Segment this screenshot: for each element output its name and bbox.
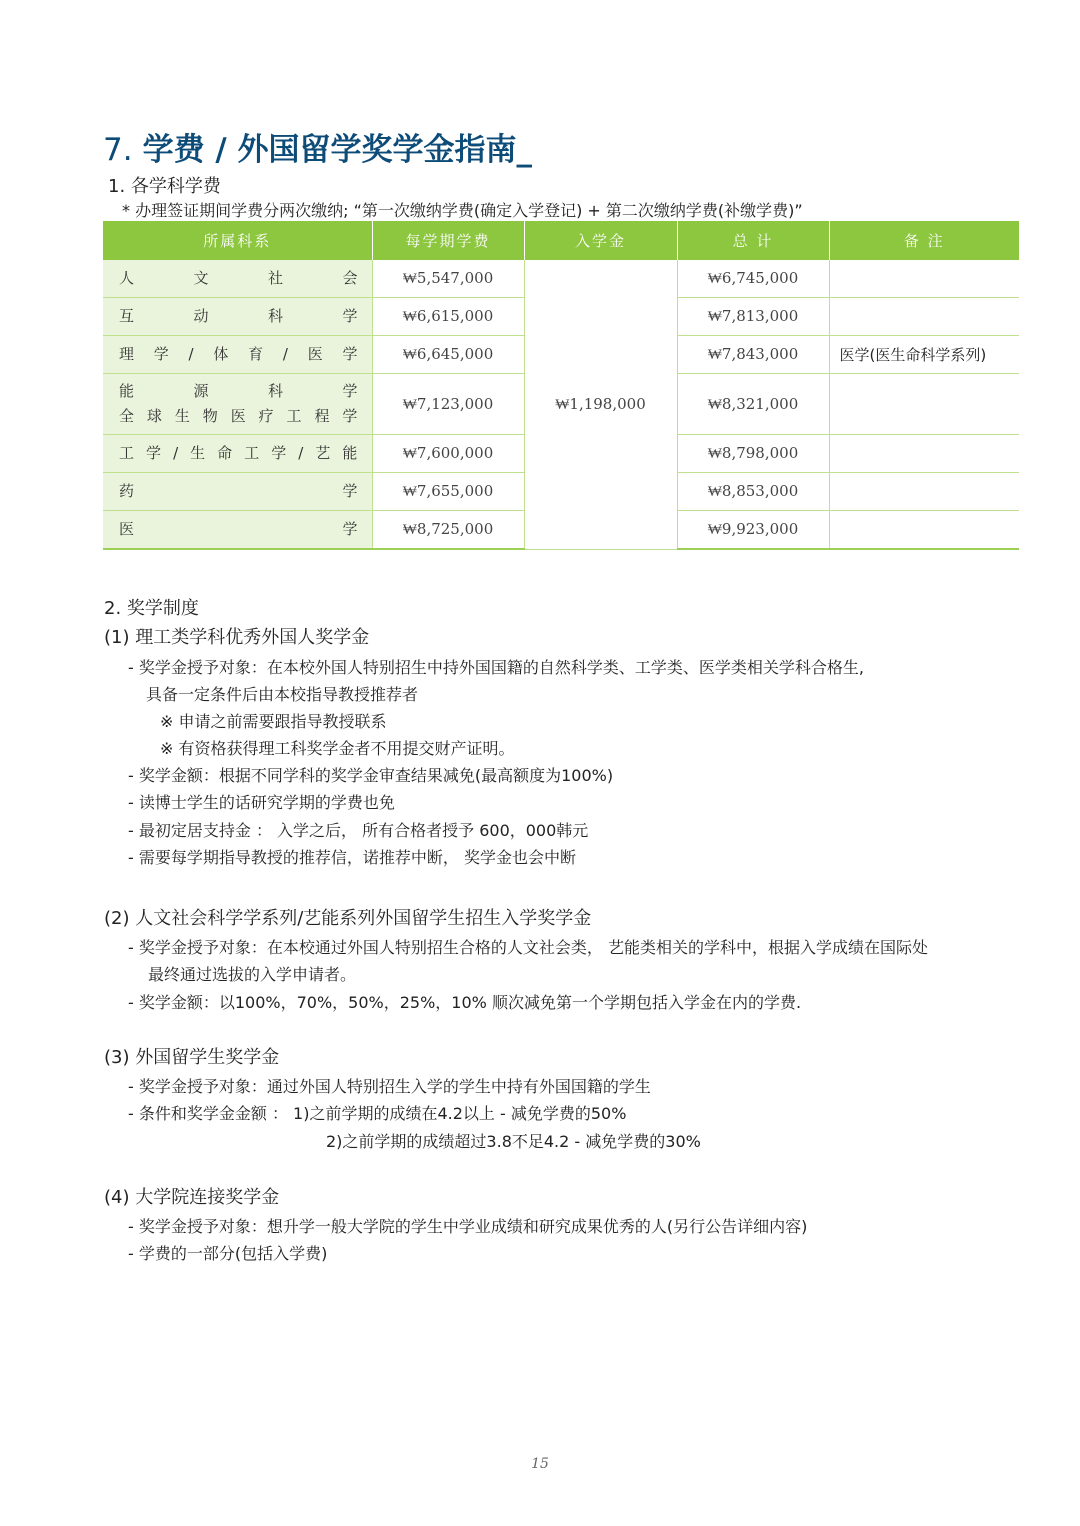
title-underscore: _ <box>516 132 532 168</box>
tuition-cell: ₩7,655,000 <box>372 473 524 511</box>
total-cell: ₩7,843,000 <box>677 336 829 374</box>
header-dept: 所属科系 <box>103 221 372 260</box>
table-row <box>103 260 1019 298</box>
page-number: 15 <box>531 1456 549 1472</box>
table-header-row <box>103 221 1019 260</box>
tuition-table <box>103 221 1019 550</box>
remark-cell <box>829 260 1019 298</box>
header-remark: 备 注 <box>829 221 1019 260</box>
section1-note: * 办理签证期间学费分两次缴纳; “第一次缴纳学费(确定入学登记) + 第二次缴纳学费(补缴学费)” <box>122 201 803 220</box>
section1-heading: 1. 各学科学费 <box>108 176 221 197</box>
dept-cell <box>103 473 372 511</box>
dept-cell <box>103 298 372 336</box>
scholarship1-line: - 奖学金授予对象：在本校外国人特别招生中持外国国籍的自然科学类、工学类、医学类相关学科合格生, <box>128 658 864 677</box>
scholarship4-line: - 奖学金授予对象：想升学一般大学院的学生中学业成绩和研究成果优秀的人(另行公告详细内容) <box>128 1217 808 1236</box>
scholarship4-title: (4) 大学院连接奖学金 <box>104 1187 280 1208</box>
header-total: 总 计 <box>677 221 829 260</box>
dept-name: 医 学 <box>119 520 358 538</box>
scholarship3-title: (3) 外国留学生奖学金 <box>104 1047 280 1068</box>
dept-cell <box>103 336 372 374</box>
scholarship2-line: - 奖学金授予对象：在本校通过外国人特别招生合格的人文社会类， 艺能类相关的学科中，根据入学成绩在国际处 <box>128 938 928 957</box>
scholarship3-line: 2)之前学期的成绩超过3.8不足4.2 - 减免学费的30% <box>326 1132 701 1151</box>
tuition-cell: ₩5,547,000 <box>372 260 524 298</box>
title-text: 学费 / 外国留学奖学金指南 <box>142 132 517 168</box>
dept-cell <box>103 260 372 298</box>
title-number: 7. <box>103 132 133 168</box>
scholarship1-title: (1) 理工类学科优秀外国人奖学金 <box>104 627 370 648</box>
dept-name: 理 学 / 体 育 / 医 学 <box>119 345 358 363</box>
total-cell: ₩8,853,000 <box>677 473 829 511</box>
remark-cell: 医学(医生命科学系列) <box>829 336 1019 374</box>
total-cell: ₩6,745,000 <box>677 260 829 298</box>
remark-cell <box>829 435 1019 473</box>
dept-name: 药 学 <box>119 482 358 500</box>
section2-heading: 2. 奖学制度 <box>104 598 199 619</box>
scholarship3-line: - 条件和奖学金金额 ： 1)之前学期的成绩在4.2以上 - 减免学费的50% <box>128 1104 627 1123</box>
total-cell: ₩8,798,000 <box>677 435 829 473</box>
dept-name: 工 学 / 生 命 工 学 / 艺 能 <box>119 444 358 462</box>
tuition-cell: ₩7,123,000 <box>372 374 524 435</box>
remark-cell <box>829 473 1019 511</box>
scholarship3-line: - 奖学金授予对象：通过外国人特别招生入学的学生中持有外国国籍的学生 <box>128 1077 651 1096</box>
scholarship1-line: - 最初定居支持金 ： 入学之后， 所有合格者授予 600，000韩元 <box>128 821 589 840</box>
scholarship4-line: - 学费的一部分(包括入学费) <box>128 1244 328 1263</box>
dept-name: 互 动 科 学 <box>119 307 358 325</box>
dept-name-second: 全 球 生 物 医 疗 工 程 学 <box>119 407 358 425</box>
remark-cell <box>829 511 1019 550</box>
scholarship1-line: - 需要每学期指导教授的推荐信，诺推荐中断， 奖学金也会中断 <box>128 848 576 867</box>
scholarship1-note: ※ 申请之前需要跟指导教授联系 <box>160 712 387 731</box>
scholarship2-line: 最终通过选拔的入学申请者。 <box>148 965 357 984</box>
page-title <box>103 124 532 169</box>
tuition-cell: ₩6,645,000 <box>372 336 524 374</box>
scholarship2-line: - 奖学金额：以100%，70%，50%，25%，10% 顺次减免第一个学期包括入学金在内的学费. <box>128 993 802 1012</box>
scholarship1-line: 具备一定条件后由本校指导教授推荐者 <box>146 685 419 704</box>
scholarship1-line: - 奖学金额：根据不同学科的奖学金审查结果减免(最高额度为100%) <box>128 766 614 785</box>
dept-name: 能 源 科 学 <box>119 382 358 400</box>
tuition-cell: ₩7,600,000 <box>372 435 524 473</box>
total-cell: ₩9,923,000 <box>677 511 829 550</box>
remark-cell <box>829 374 1019 435</box>
header-entrance: 入学金 <box>524 221 677 260</box>
scholarship1-note: ※ 有资格获得理工科奖学金者不用提交财产证明。 <box>160 739 515 758</box>
remark-cell <box>829 298 1019 336</box>
scholarship1-line: - 读博士学生的话研究学期的学费也免 <box>128 793 395 812</box>
header-tuition: 每学期学费 <box>372 221 524 260</box>
entrance-fee-cell: ₩1,198,000 <box>524 260 677 549</box>
dept-cell <box>103 374 372 435</box>
dept-cell <box>103 435 372 473</box>
tuition-cell: ₩6,615,000 <box>372 298 524 336</box>
dept-cell <box>103 511 372 550</box>
tuition-cell: ₩8,725,000 <box>372 511 524 550</box>
total-cell: ₩7,813,000 <box>677 298 829 336</box>
dept-name: 人 文 社 会 <box>119 269 358 287</box>
scholarship2-title: (2) 人文社会科学学系列/艺能系列外国留学生招生入学奖学金 <box>104 908 592 929</box>
total-cell: ₩8,321,000 <box>677 374 829 435</box>
